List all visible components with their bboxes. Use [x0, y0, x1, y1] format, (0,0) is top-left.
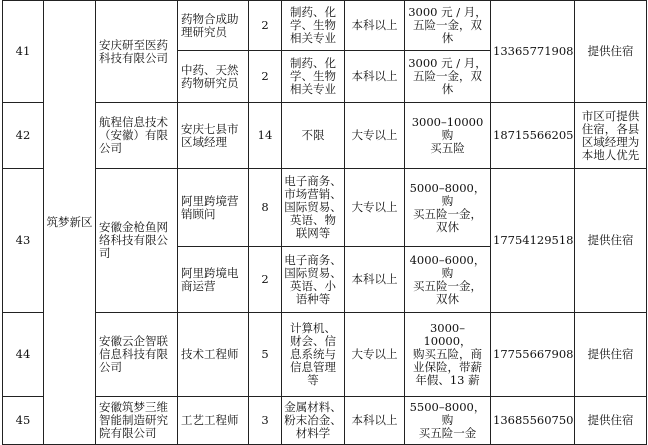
table-row — [3, 103, 647, 169]
accommodation: 提供住宿 — [575, 313, 647, 397]
major-requirement: 不限 — [282, 103, 345, 169]
contact-phone: 13685560750 — [491, 397, 575, 445]
position-title: 阿里跨境电 商运营 — [178, 247, 249, 313]
headcount: 14 — [249, 103, 282, 169]
accommodation: 提供住宿 — [575, 169, 647, 313]
major-requirement: 制药、化 学、生物 相关专业 — [282, 1, 345, 51]
accommodation: 提供住宿 — [575, 1, 647, 103]
job-listing-table — [2, 0, 647, 445]
education-requirement: 本科以上 — [345, 397, 405, 445]
headcount: 3 — [249, 397, 282, 445]
row-number: 43 — [3, 169, 44, 313]
row-number: 44 — [3, 313, 44, 397]
salary-benefits: 5500–8000，购 买五险一金 — [405, 397, 491, 445]
company-name: 安徽金枪鱼网 络科技有限公 司 — [96, 169, 178, 313]
table-row — [3, 397, 647, 445]
education-requirement: 大专以上 — [345, 169, 405, 247]
major-requirement: 电子商务、 国际贸易、 英语、小 语种等 — [282, 247, 345, 313]
headcount: 5 — [249, 313, 282, 397]
company-name: 安徽云企智联 信息科技有限 公司 — [96, 313, 178, 397]
salary-benefits: 3000–10000， 购买五险，商 业保险，带薪 年假、13 薪 — [405, 313, 491, 397]
major-requirement: 计算机、 财会、信 息系统与 信息管理 等 — [282, 313, 345, 397]
table-row — [3, 313, 647, 397]
education-requirement: 大专以上 — [345, 103, 405, 169]
company-name: 安徽筑梦三维 智能制造研究 院有限公司 — [96, 397, 178, 445]
accommodation: 提供住宿 — [575, 397, 647, 445]
position-title: 安庆七县市 区域经理 — [178, 103, 249, 169]
position-title: 中药、天然 药物研究员 — [178, 51, 249, 103]
education-requirement: 本科以上 — [345, 247, 405, 313]
headcount: 2 — [249, 51, 282, 103]
major-requirement: 电子商务、 市场营销、 国际贸易、 英语、物 联网等 — [282, 169, 345, 247]
major-requirement: 金属材料、 粉末冶金、 材料学 — [282, 397, 345, 445]
headcount: 2 — [249, 247, 282, 313]
row-number: 42 — [3, 103, 44, 169]
position-title: 技术工程师 — [178, 313, 249, 397]
headcount: 8 — [249, 169, 282, 247]
accommodation: 市区可提供 住宿，各县 区域经理为 本地人优先 — [575, 103, 647, 169]
salary-benefits: 4000–6000，购 买五险一金， 双休 — [405, 247, 491, 313]
row-number: 41 — [3, 1, 44, 103]
position-title: 药物合成助 理研究员 — [178, 1, 249, 51]
contact-phone: 17754129518 — [491, 169, 575, 313]
company-name: 安庆研至医药 科技有限公司 — [96, 1, 178, 103]
contact-phone: 18715566205 — [491, 103, 575, 169]
row-number: 45 — [3, 397, 44, 445]
company-name: 航程信息技术 （安徽）有限 公司 — [96, 103, 178, 169]
table-row — [3, 169, 647, 247]
salary-benefits: 3000 元 / 月， 五险一金，双 休 — [405, 51, 491, 103]
education-requirement: 大专以上 — [345, 313, 405, 397]
table-row — [3, 1, 647, 51]
education-requirement: 本科以上 — [345, 51, 405, 103]
position-title: 工艺工程师 — [178, 397, 249, 445]
contact-phone: 17755667908 — [491, 313, 575, 397]
region-cell: 筑梦新区 — [44, 1, 96, 445]
headcount: 2 — [249, 1, 282, 51]
education-requirement: 本科以上 — [345, 1, 405, 51]
salary-benefits: 5000–8000，购 买五险一金， 双休 — [405, 169, 491, 247]
major-requirement: 制药、化 学、生物 相关专业 — [282, 51, 345, 103]
contact-phone: 13365771908 — [491, 1, 575, 103]
salary-benefits: 3000 元 / 月， 五险一金，双 休 — [405, 1, 491, 51]
position-title: 阿里跨境营 销顾问 — [178, 169, 249, 247]
salary-benefits: 3000–10000 购 买五险 — [405, 103, 491, 169]
